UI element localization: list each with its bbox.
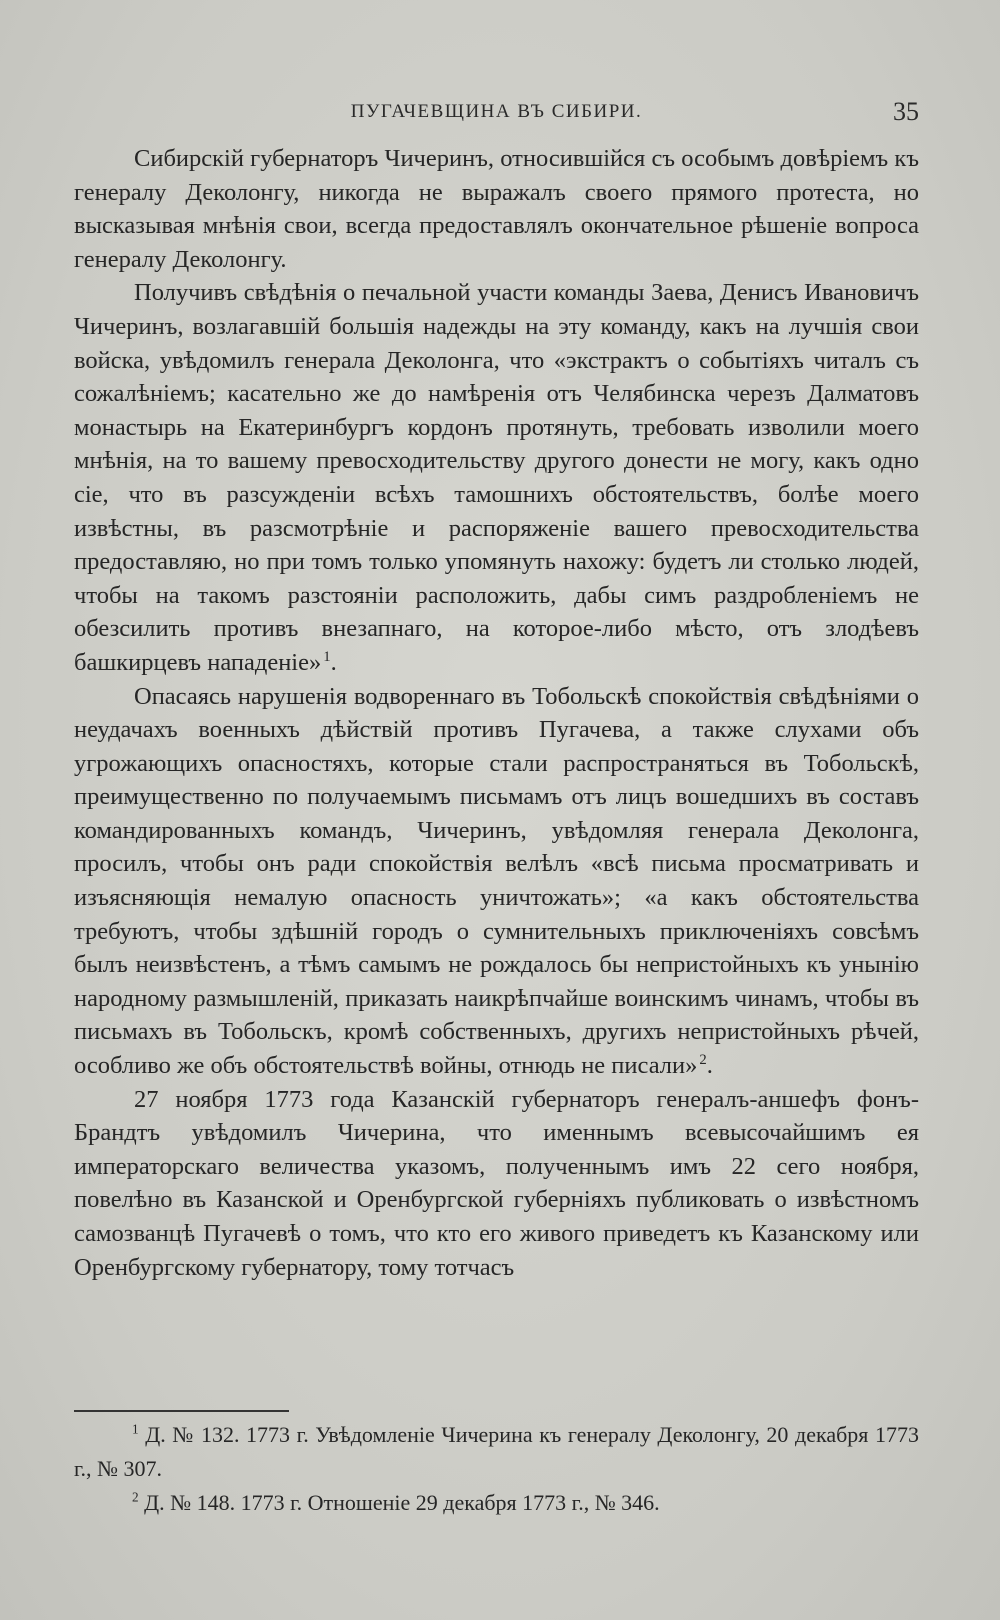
page-header bbox=[74, 97, 919, 129]
footnote-ref-2-punct: . bbox=[706, 1052, 713, 1080]
footnote-2 bbox=[74, 1486, 919, 1520]
footnote-ref-1-punct: . bbox=[330, 648, 337, 676]
paragraph-4: 27 ноября 1773 года Казанскiй губернаторъ генералъ-аншефъ фонъ-Брандтъ увѣдомилъ Чичерина, что именнымъ всевысочайшимъ ея императорскаго величества указомъ, полученнымъ имъ 22 сего ноября, повелѣно въ Казанской и Оренбургской губернiяхъ публиковать о извѣстномъ самозванцѣ Пугачевѣ о томъ, что кто его живого приведетъ къ Казанскому или Оренбургскому губернатору, тому тотчасъ bbox=[74, 1085, 919, 1281]
paragraph-1: Сибирскiй губернаторъ Чичеринъ, относившiйся съ особымъ довѣрiемъ къ генералу Деколонгу, никогда не выражалъ своего прямого протеста, но высказывая мнѣнiя свои, всегда предоставлялъ окончательное рѣшенiе вопроса генералу Деколонгу. bbox=[74, 145, 919, 273]
paragraph-3-text: Опасаясь нарушенiя водвореннаго въ Тобольскѣ спокойствiя свѣдѣнiями о неудачахъ военныхъ дѣйствiй противъ Пугачева, а также слухами объ угрожающихъ опасностяхъ, которые стали распространяться въ Тобольскѣ, преимущественно по получаемымъ письмамъ отъ лицъ вошедшихъ въ составъ командированныхъ командъ, Чичеринъ, увѣдомляя генерала Деколонга, просилъ, чтобы онъ ради спокойствiя велѣлъ «всѣ письма просматривать и изъясняющiя немалую опасность уничтожать»; «а какъ обстоятельства требуютъ, чтобы здѣшнiй городъ о сумнительныхъ приключенiяхъ совсѣмъ былъ неизвѣстенъ, а тѣмъ самымъ не рождалось бы непристойныхъ къ унынiю народному размышленiй, приказать наикрѣпчайше воинскимъ чинамъ, чтобы въ письмахъ въ Тобольскъ, кромѣ собственныхъ, другихъ непристойныхъ рѣчей, особливо же объ обстоятельствѣ войны, отнюдь не писали» bbox=[74, 682, 919, 1080]
footnote-1-mark: 1 bbox=[132, 1421, 139, 1437]
footnote-1-text: Д. № 132. 1773 г. Увѣдомленiе Чичерина къ генералу Деколонгу, 20 декабря 1773 г., № 307. bbox=[74, 1422, 919, 1481]
footnote-2-text: Д. № 148. 1773 г. Отношенiе 29 декабря 1773 г., № 346. bbox=[144, 1490, 660, 1515]
running-title: ПУГАЧЕВЩИНА ВЪ СИБИРИ. bbox=[350, 101, 643, 122]
footnote-ref-2: 2 bbox=[699, 1051, 707, 1068]
footnote-separator bbox=[74, 1410, 289, 1412]
paragraph-3 bbox=[74, 680, 919, 1083]
page-number: 35 bbox=[893, 97, 919, 126]
main-text bbox=[74, 142, 919, 1284]
footnote-ref-1: 1 bbox=[323, 648, 331, 665]
paragraph-2-text: Получивъ свѣдѣнiя о печальной участи команды Заева, Денисъ Ивановичъ Чичеринъ, возлагавшiй большiя надежды на эту команду, какъ на лучшiя свои войска, увѣдомилъ генерала Деколонга, что «экстрактъ о событiяхъ читалъ съ сожалѣнiемъ; касательно же до намѣренiя отъ Челябинска черезъ Далматовъ монастырь на Екатеринбургъ кордонъ протянуть, требовать изволили моего мнѣнiя, на то вашему превосходительству другого донести не могу, какъ одно сiе, что въ разсужденiи всѣхъ тамошнихъ обстоятельствъ, болѣе моего извѣстны, въ разсмотрѣнiе и распоряженiе вашего превосходительства предоставляю, но при томъ только упомянуть нахожу: будетъ ли столько людей, чтобы на такомъ разстоянiи расположить, дабы симъ раздробленiемъ не обезсилить противъ внезапнаго, на которое-либо мѣсто, отъ злодѣевъ башкирцевъ нападенiе» bbox=[74, 279, 919, 676]
footnote-2-mark: 2 bbox=[132, 1489, 139, 1505]
paragraph-2 bbox=[74, 276, 919, 679]
footnotes bbox=[74, 1418, 919, 1520]
footnote-1 bbox=[74, 1418, 919, 1486]
